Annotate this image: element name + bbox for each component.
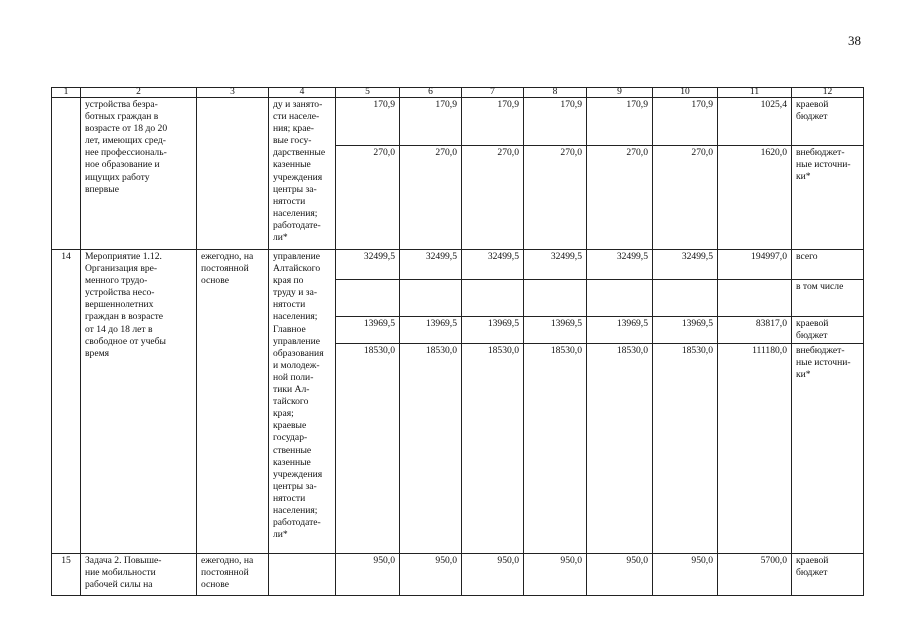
- header-cell: 6: [400, 88, 462, 98]
- value-cell: 18530,0: [462, 344, 524, 554]
- header-cell: 9: [587, 88, 653, 98]
- value-cell: 18530,0: [400, 344, 462, 554]
- funding-source-cell: внебюджет- ные источни- ки*: [792, 146, 864, 250]
- value-cell: 170,9: [462, 98, 524, 146]
- value-cell: 170,9: [400, 98, 462, 146]
- value-cell: 18530,0: [587, 344, 653, 554]
- table-row: [52, 250, 864, 280]
- value-cell: 18530,0: [336, 344, 400, 554]
- value-cell: 170,9: [653, 98, 718, 146]
- funding-source-cell: в том числе: [792, 280, 864, 317]
- header-cell: 11: [718, 88, 792, 98]
- funding-source-cell: краевой бюджет: [792, 98, 864, 146]
- total-cell: 1620,0: [718, 146, 792, 250]
- value-cell: 13969,5: [400, 317, 462, 344]
- value-cell: 13969,5: [587, 317, 653, 344]
- header-cell: 1: [52, 88, 81, 98]
- funding-source-cell: краевой бюджет: [792, 554, 864, 596]
- value-cell: 13969,5: [524, 317, 587, 344]
- value-cell: [653, 280, 718, 317]
- value-cell: 32499,5: [653, 250, 718, 280]
- value-cell: 950,0: [400, 554, 462, 596]
- row-number-cell: 14: [52, 250, 81, 554]
- header-cell: 2: [81, 88, 197, 98]
- value-cell: 32499,5: [587, 250, 653, 280]
- total-cell: [718, 280, 792, 317]
- activity-cell: Мероприятие 1.12. Организация вре- менного трудо- устройства несо- вершеннолетних граждан в возрасте от 14 до 18 лет в свободное от учебы время: [81, 250, 197, 554]
- value-cell: 32499,5: [462, 250, 524, 280]
- activity-cell: устройства безра- ботных граждан в возрасте от 18 до 20 лет, имеющих сред- нее профессиональ- ное образование и ищущих работу впервые: [81, 98, 197, 250]
- activity-cell: Задача 2. Повыше- ние мобильности рабочей силы на: [81, 554, 197, 596]
- period-cell: ежегодно, на постоянной основе: [197, 554, 269, 596]
- total-cell: 194997,0: [718, 250, 792, 280]
- page-number: 38: [848, 33, 861, 48]
- program-table: [51, 87, 864, 596]
- value-cell: 270,0: [524, 146, 587, 250]
- value-cell: 18530,0: [524, 344, 587, 554]
- value-cell: [462, 280, 524, 317]
- row-number-cell: 15: [52, 554, 81, 596]
- executor-cell: ду и занято- сти населе- ния; крае- вые госу- дарственные казенные учреждения центры за- нятости населения; работодате- ли*: [269, 98, 336, 250]
- value-cell: 13969,5: [336, 317, 400, 344]
- value-cell: 270,0: [400, 146, 462, 250]
- period-cell: [197, 98, 269, 250]
- value-cell: 270,0: [587, 146, 653, 250]
- header-cell: 3: [197, 88, 269, 98]
- funding-source-cell: краевой бюджет: [792, 317, 864, 344]
- value-cell: 950,0: [462, 554, 524, 596]
- funding-source-cell: внебюджет- ные источни- ки*: [792, 344, 864, 554]
- header-cell: 5: [336, 88, 400, 98]
- value-cell: 32499,5: [336, 250, 400, 280]
- header-cell: 4: [269, 88, 336, 98]
- value-cell: 170,9: [587, 98, 653, 146]
- value-cell: 950,0: [336, 554, 400, 596]
- value-cell: [524, 280, 587, 317]
- header-cell: 7: [462, 88, 524, 98]
- period-cell: ежегодно, на постоянной основе: [197, 250, 269, 554]
- value-cell: 170,9: [524, 98, 587, 146]
- value-cell: 270,0: [653, 146, 718, 250]
- header-cell: 8: [524, 88, 587, 98]
- total-cell: 111180,0: [718, 344, 792, 554]
- value-cell: [587, 280, 653, 317]
- funding-source-cell: всего: [792, 250, 864, 280]
- value-cell: 270,0: [462, 146, 524, 250]
- table-row: [52, 98, 864, 146]
- value-cell: [336, 280, 400, 317]
- value-cell: 32499,5: [524, 250, 587, 280]
- executor-cell: [269, 554, 336, 596]
- header-cell: 12: [792, 88, 864, 98]
- header-cell: 10: [653, 88, 718, 98]
- value-cell: 270,0: [336, 146, 400, 250]
- value-cell: 13969,5: [462, 317, 524, 344]
- value-cell: 950,0: [524, 554, 587, 596]
- value-cell: 18530,0: [653, 344, 718, 554]
- table-header-row: [52, 88, 864, 98]
- row-number-cell: [52, 98, 81, 250]
- value-cell: 32499,5: [400, 250, 462, 280]
- value-cell: [400, 280, 462, 317]
- executor-cell: управление Алтайского края по труду и за- нятости населения; Главное управление образования и молодеж- ной поли- тики Ал- тайского края; краевые государ- ственные казенные учреждения центры за- нятости населения; работодате- ли*: [269, 250, 336, 554]
- total-cell: 83817,0: [718, 317, 792, 344]
- table-row: [52, 554, 864, 596]
- total-cell: 5700,0: [718, 554, 792, 596]
- value-cell: 950,0: [653, 554, 718, 596]
- value-cell: 950,0: [587, 554, 653, 596]
- value-cell: 170,9: [336, 98, 400, 146]
- value-cell: 13969,5: [653, 317, 718, 344]
- total-cell: 1025,4: [718, 98, 792, 146]
